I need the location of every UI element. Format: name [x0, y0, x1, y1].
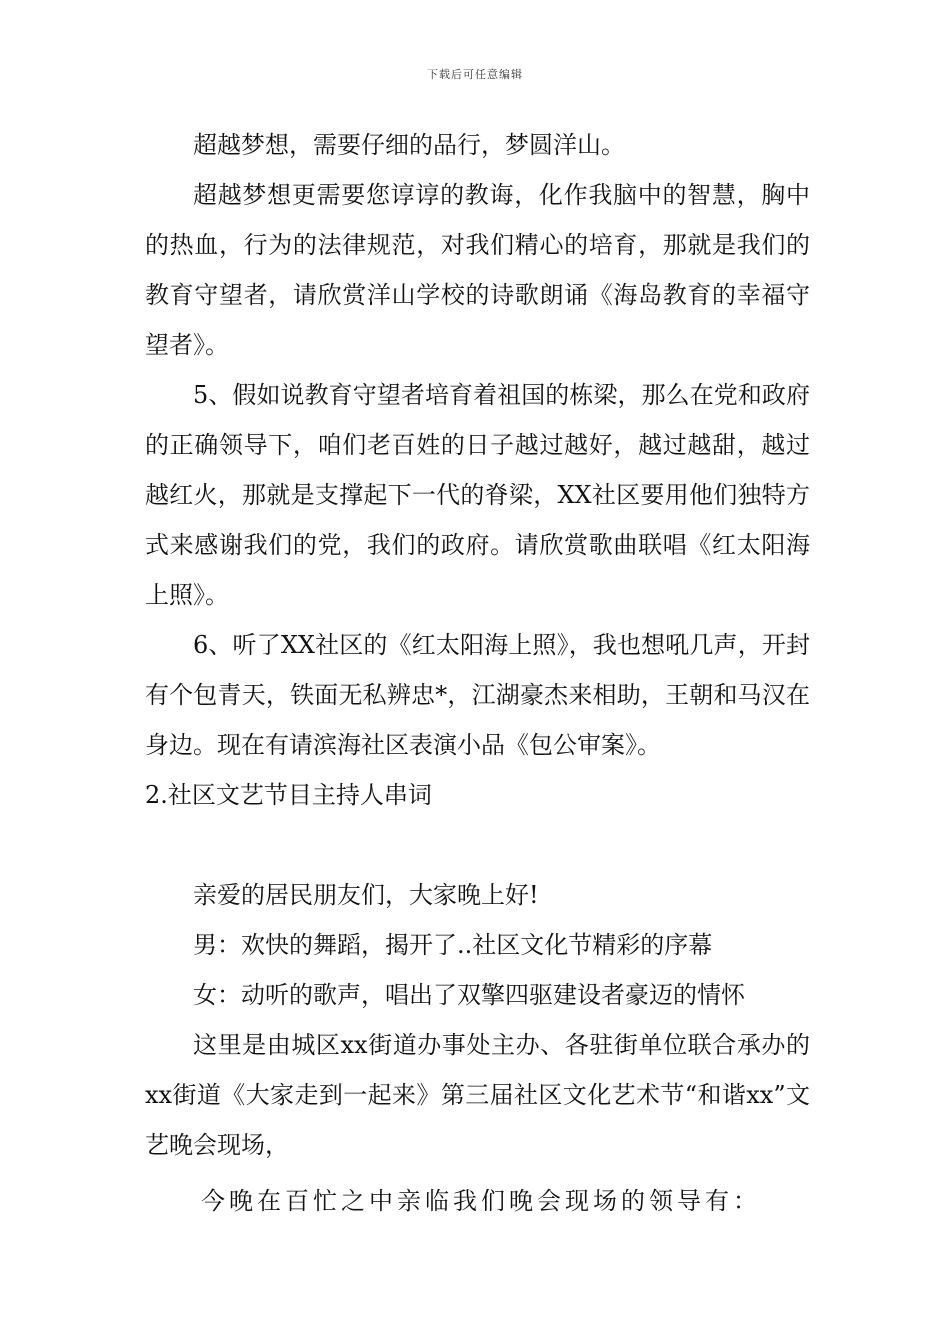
blank-line — [145, 820, 810, 870]
document-body — [145, 120, 810, 1226]
section-heading: 2.社区文艺节目主持人串词 — [145, 781, 432, 809]
paragraph: 这里是由城区xx街道办事处主办、各驻街单位联合承办的xx街道《大家走到一起来》第三届社区文化艺术节“和谐xx”文艺晚会现场， — [145, 1031, 810, 1159]
paragraph: 5、假如说教育守望者培育着祖国的栋梁，那么在党和政府的正确领导下，咱们老百姓的日子越过越好，越过越甜，越过越红火，那就是支撑起下一代的脊梁，XX社区要用他们独特方式来感谢我们的党，我们的政府。请欣赏歌曲联唱《红太阳海上照》。 — [145, 381, 810, 609]
paragraph: 超越梦想更需要您谆谆的教诲，化作我脑中的智慧，胸中的热血，行为的法律规范，对我们精心的培育，那就是我们的教育守望者，请欣赏洋山学校的诗歌朗诵《海岛教育的幸福守望者》。 — [145, 181, 810, 359]
page-header-note: 下载后可任意编辑 — [427, 68, 523, 81]
paragraph: 6、听了XX社区的《红太阳海上照》，我也想吼几声，开封有个包青天，铁面无私辨忠*，江湖豪杰来相助，王朝和马汉在身边。现在有请滨海社区表演小品《包公审案》。 — [145, 631, 810, 759]
paragraph: 今晚在百忙之中亲临我们晚会现场的领导有： — [201, 1187, 761, 1215]
paragraph: 超越梦想，需要仔细的品行，梦圆洋山。 — [193, 131, 625, 159]
paragraph: 男：欢快的舞蹈，揭开了..社区文化节精彩的序幕 — [193, 931, 713, 959]
paragraph: 女：动听的歌声，唱出了双擎四驱建设者豪迈的情怀 — [193, 981, 745, 1009]
paragraph: 亲爱的居民朋友们，大家晚上好! — [193, 881, 539, 909]
